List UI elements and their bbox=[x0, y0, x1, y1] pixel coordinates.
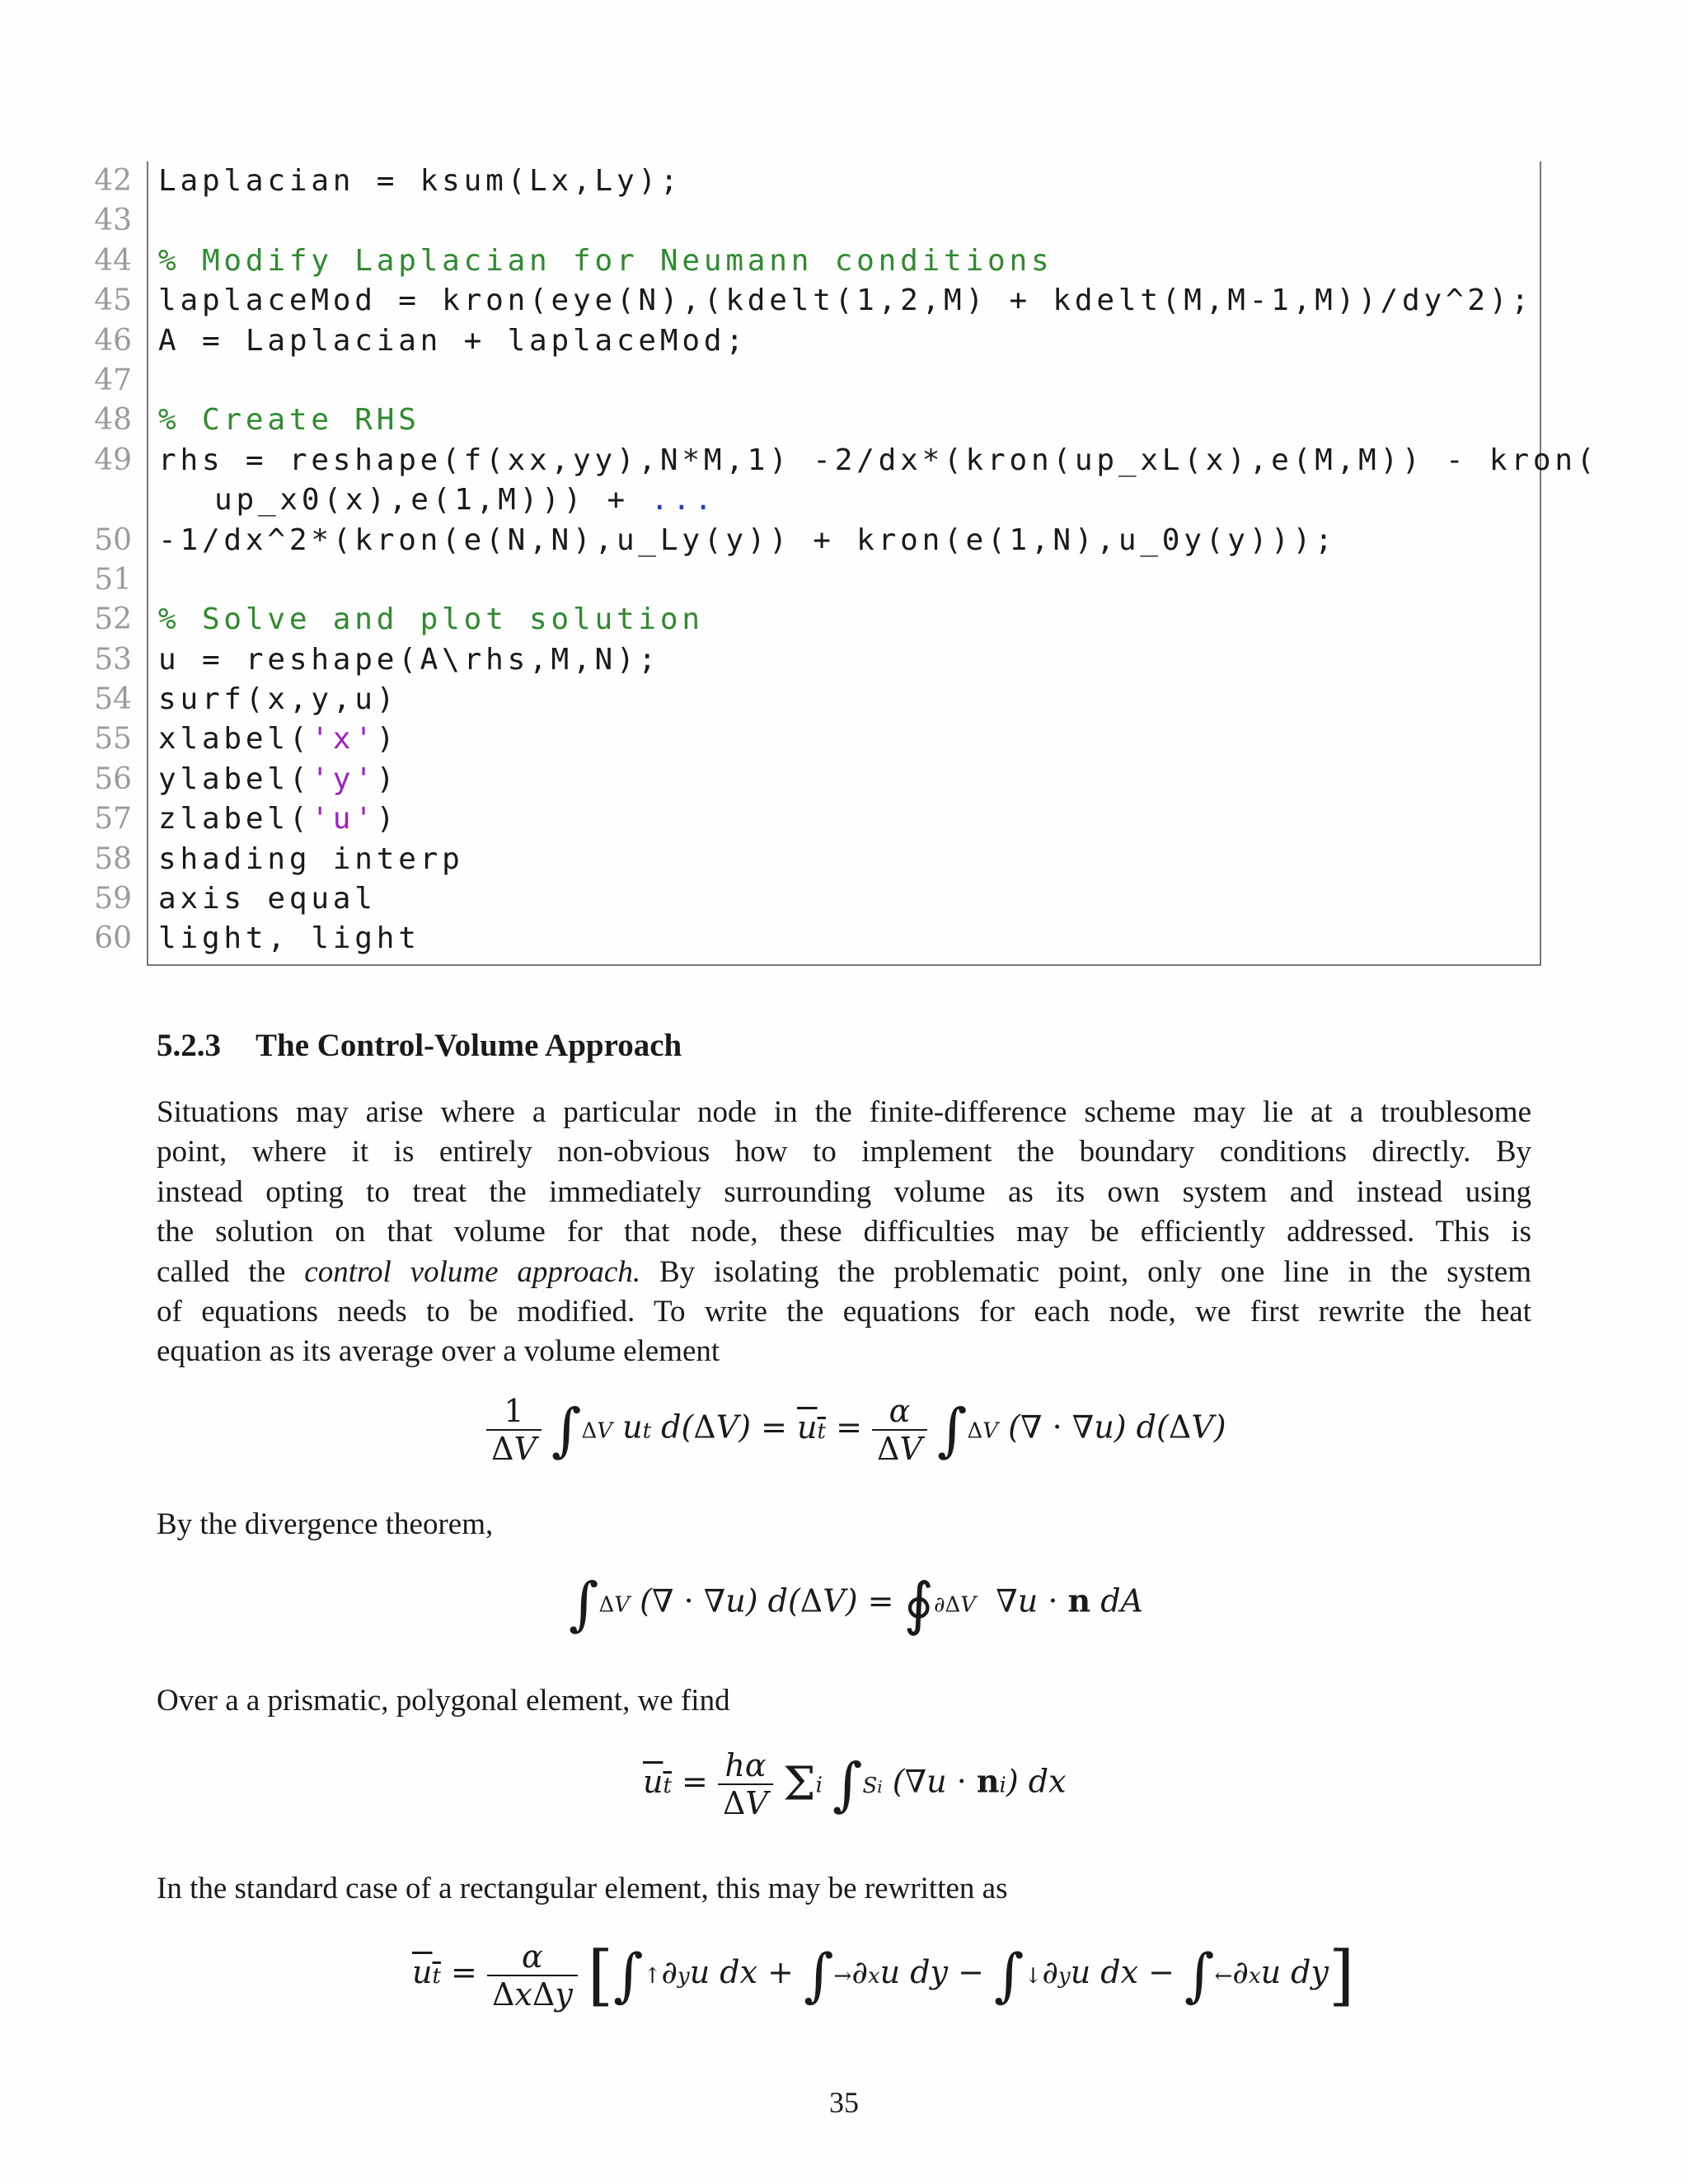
code-line: % Modify Laplacian for Neumann conditions bbox=[158, 243, 1053, 278]
paragraph-divergence bbox=[157, 1505, 1531, 1544]
code-line: surf(x,y,u) bbox=[158, 682, 399, 717]
text-line: instead opting to treat the immediately surrounding volume as its own system and instead using bbox=[157, 1174, 1531, 1209]
text-line: By the divergence theorem, bbox=[157, 1507, 494, 1541]
line-number: 49 bbox=[94, 443, 132, 477]
line-number: 53 bbox=[94, 642, 132, 677]
code-line bbox=[158, 560, 1598, 600]
line-number: 52 bbox=[94, 602, 132, 637]
code-line bbox=[158, 361, 1598, 401]
line-numbers bbox=[82, 162, 132, 959]
code-line: rhs = reshape(f(xx,yy),N*M,1) -2/dx*(kron(up_xL(x),e(M,M)) - kron( bbox=[158, 443, 1599, 477]
emphasis-term: control volume approach. bbox=[304, 1254, 641, 1289]
equation-polygonal: ut = $\frac{h\alpha}{\Delta V}$ Σi ∫Si (∇u · ni) dx bbox=[643, 1747, 1067, 1821]
text-line: point, where it is entirely non-obvious how to implement the boundary conditions directly. By bbox=[157, 1135, 1531, 1169]
line-number: 56 bbox=[94, 762, 132, 796]
line-number: 44 bbox=[94, 243, 132, 278]
line-number: 57 bbox=[94, 802, 132, 837]
code-line: xlabel('x') bbox=[158, 722, 399, 757]
line-number: 45 bbox=[94, 284, 132, 318]
text-line: the solution on that volume for that node, these difficulties may be efficiently addressed. This is bbox=[157, 1215, 1531, 1249]
code-line: laplaceMod = kron(eye(N),(kdelt(1,2,M) + kdelt(M,M-1,M))/dy^2); bbox=[158, 284, 1533, 318]
code-line: -1/dx^2*(kron(e(N,N),u_Ly(y)) + kron(e(1,N),u_0y(y))); bbox=[158, 523, 1337, 557]
code-line: u = reshape(A\rhs,M,N); bbox=[158, 642, 660, 677]
line-number: 50 bbox=[94, 523, 132, 557]
text-line: Situations may arise where a particular node in the finite-difference scheme may lie at a troublesome bbox=[157, 1095, 1531, 1129]
code-line: zlabel('u') bbox=[158, 802, 399, 837]
line-number: 51 bbox=[94, 562, 132, 597]
text-line: called the control volume approach. By isolating the problematic point, only one line in the system bbox=[157, 1254, 1531, 1289]
section-number: 5.2.3 bbox=[157, 1028, 221, 1063]
line-number: 47 bbox=[94, 363, 132, 397]
page-number: 35 bbox=[829, 2086, 859, 2119]
line-number: 43 bbox=[94, 204, 132, 238]
line-number bbox=[82, 480, 132, 520]
line-number: 42 bbox=[94, 164, 132, 198]
section-title: The Control-Volume Approach bbox=[256, 1028, 682, 1063]
paragraph-prismatic bbox=[157, 1681, 1531, 1721]
code-line: ylabel('y') bbox=[158, 762, 399, 796]
code-line: % Solve and plot solution bbox=[158, 602, 704, 637]
text-line: equation as its average over a volume element bbox=[157, 1334, 720, 1369]
paragraph-intro bbox=[157, 1093, 1531, 1372]
code-line: axis equal bbox=[158, 882, 377, 916]
line-number: 58 bbox=[94, 841, 132, 876]
line-number: 60 bbox=[94, 921, 132, 956]
text-line: In the standard case of a rectangular element, this may be rewritten as bbox=[157, 1872, 1008, 1905]
line-number: 46 bbox=[94, 323, 132, 358]
code-line: Laplacian = ksum(Lx,Ly); bbox=[158, 164, 682, 198]
equation-average: $\frac{1}{\Delta V}$ ∫ΔV ut d(ΔV) = ut = $\frac{\alpha}{\Delta V}$ ∫ΔV (∇ · ∇u) d(ΔV) bbox=[486, 1393, 1226, 1467]
text-line: Over a a prismatic, polygonal element, we find bbox=[157, 1684, 730, 1718]
code-line: A = Laplacian + laplaceMod; bbox=[158, 323, 748, 358]
paragraph-rectangular bbox=[157, 1869, 1531, 1909]
code-line: shading interp bbox=[158, 841, 464, 876]
code-line: % Create RHS bbox=[158, 403, 420, 438]
line-number: 54 bbox=[94, 682, 132, 717]
line-number: 59 bbox=[94, 882, 132, 916]
code-line: light, light bbox=[158, 921, 420, 956]
line-number: 55 bbox=[94, 722, 132, 757]
text-line: of equations needs to be modified. To write the equations for each node, we first rewrite the heat bbox=[157, 1294, 1531, 1329]
equation-divergence: ∫ΔV (∇ · ∇u) d(ΔV) = ∮∂ΔV ∇u · n dA bbox=[569, 1570, 1144, 1638]
line-number: 48 bbox=[94, 403, 132, 438]
section-heading bbox=[157, 1027, 682, 1064]
equation-rectangular: ut = $\frac{\alpha}{\text{ΔxΔy}}$ [∫↑∂yu dx + ∫→∂xu dy − ∫↓∂yu dx − ∫←∂xu dy] bbox=[412, 1937, 1355, 2013]
code-line: up_x0(x),e(1,M))) + ... bbox=[214, 483, 716, 518]
code-listing bbox=[158, 162, 1598, 959]
code-line bbox=[158, 201, 1598, 241]
